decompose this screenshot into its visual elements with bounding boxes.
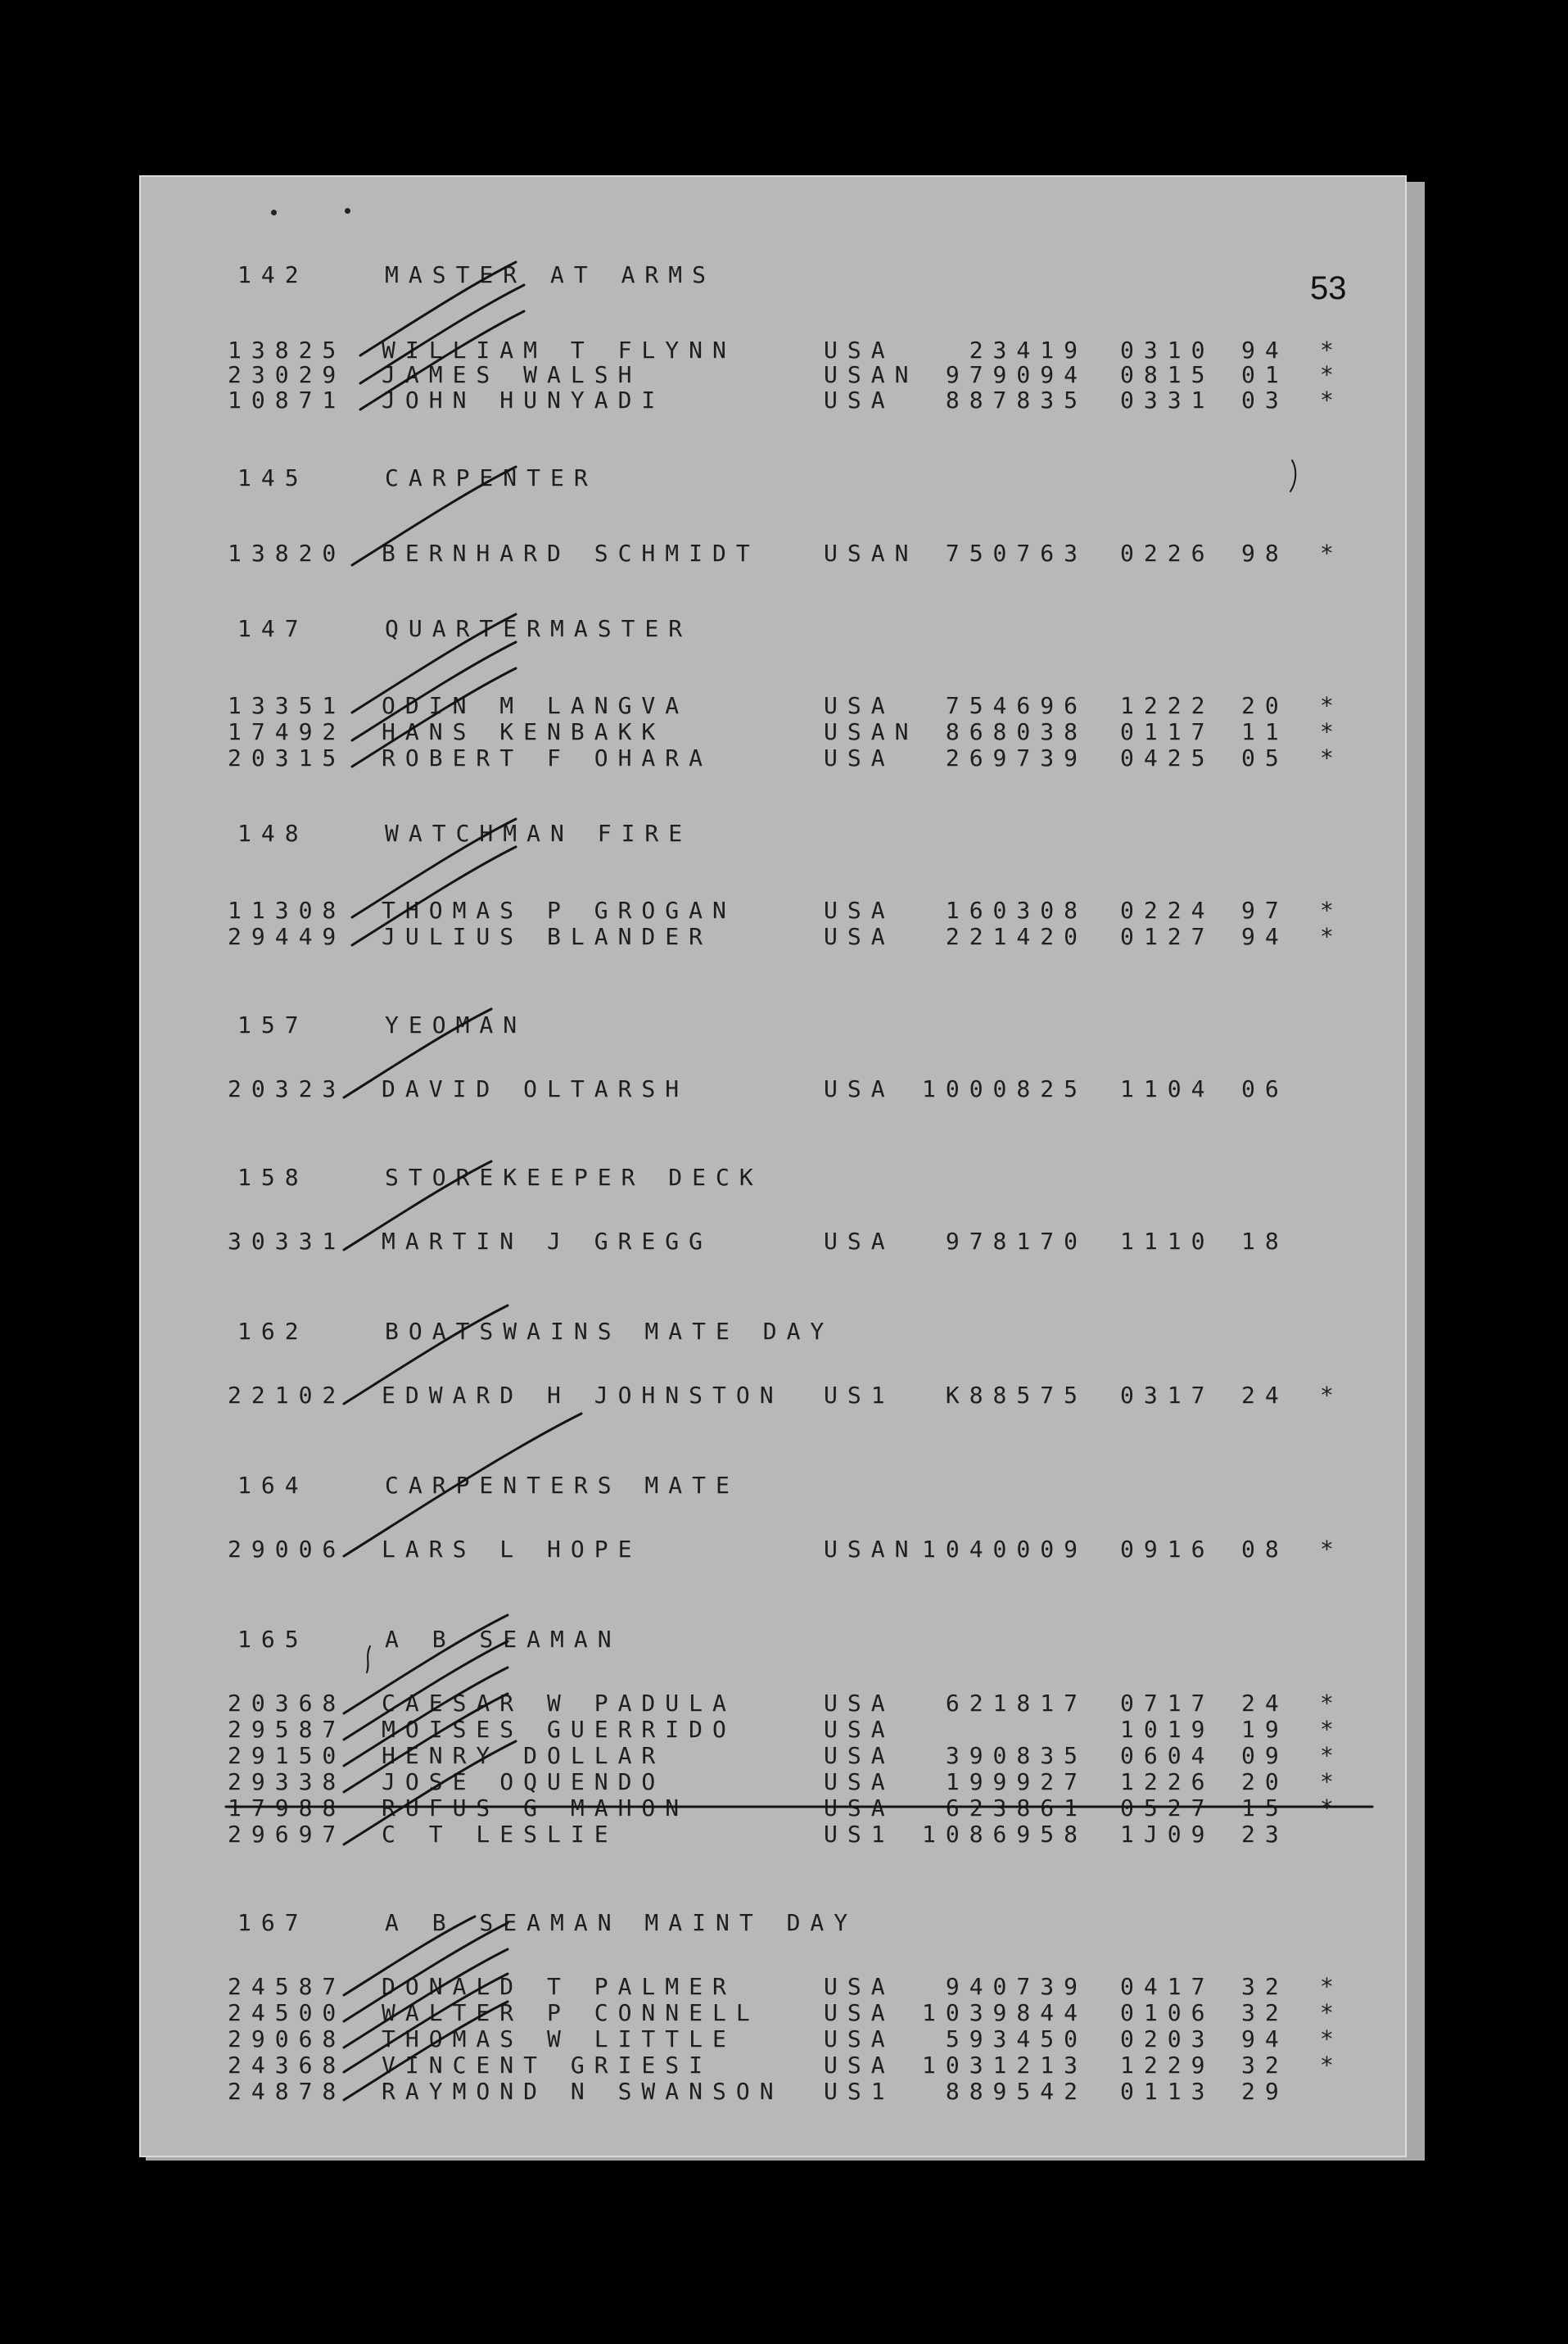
section-code: 158	[237, 1164, 309, 1191]
pen-stroke	[360, 311, 524, 410]
crew-name: EDWARD H JOHNSTON	[382, 1382, 784, 1409]
nationality: USAN	[824, 540, 919, 567]
section-title: MASTER AT ARMS	[385, 261, 716, 288]
date-code: 0417	[1120, 1973, 1215, 2000]
date-code: 1104	[1120, 1075, 1215, 1102]
nationality: USAN	[824, 718, 919, 745]
year-code: 18	[1241, 1228, 1289, 1255]
crew-id: 20323	[228, 1075, 346, 1102]
date-code: 0226	[1120, 540, 1215, 567]
crew-name: HENRY DOLLAR	[382, 1742, 666, 1769]
document-number: 887835	[945, 387, 1087, 414]
year-code: 01	[1241, 361, 1289, 388]
document-number: 1000825	[921, 1075, 1087, 1102]
crew-id: 13825	[228, 337, 346, 364]
crew-id: 10871	[228, 387, 346, 414]
pen-stroke	[352, 642, 516, 740]
document-number: 269739	[945, 744, 1087, 772]
date-code: 0604	[1120, 1742, 1215, 1769]
year-code: 24	[1241, 1690, 1289, 1717]
section-code: 164	[237, 1472, 309, 1499]
date-code: 0717	[1120, 1690, 1215, 1717]
section-title: CARPENTERS MATE	[385, 1472, 739, 1499]
crew-name: DAVID OLTARSH	[382, 1075, 689, 1102]
crew-id: 24587	[228, 1973, 346, 2000]
status-mark: *	[1320, 692, 1344, 719]
nationality: USA	[824, 923, 895, 950]
nationality: USAN	[824, 1536, 919, 1563]
year-code: 19	[1241, 1716, 1289, 1743]
nationality: USA	[824, 1228, 895, 1255]
crew-name: C T LESLIE	[382, 1821, 618, 1848]
status-mark: *	[1320, 1794, 1344, 1821]
nationality: USA	[824, 1716, 895, 1743]
date-code: 0106	[1120, 1999, 1215, 2026]
nationality: USA	[824, 337, 895, 364]
pen-stroke	[360, 285, 524, 383]
date-code: 0127	[1120, 923, 1215, 950]
section-code: 145	[237, 464, 309, 491]
crew-id: 11308	[228, 897, 346, 924]
document-number: K88575	[945, 1382, 1087, 1409]
pen-stroke	[352, 614, 516, 713]
section-title: STOREKEEPER DECK	[385, 1164, 763, 1191]
crew-id: 23029	[228, 361, 346, 388]
status-mark: *	[1320, 337, 1344, 364]
crew-name: BERNHARD SCHMIDT	[382, 540, 760, 567]
year-code: 94	[1241, 923, 1289, 950]
crew-name: ODIN M LANGVA	[382, 692, 689, 719]
nationality: USA	[824, 1794, 895, 1821]
nationality: US1	[824, 1382, 895, 1409]
crew-name: VINCENT GRIESI	[382, 2052, 713, 2079]
crew-id: 13820	[228, 540, 346, 567]
pen-stroke	[352, 819, 516, 917]
pen-stroke	[360, 262, 516, 355]
crew-name: MARTIN J GREGG	[382, 1228, 713, 1255]
section-code: 157	[237, 1011, 309, 1039]
section-title: CARPENTER	[385, 464, 598, 491]
section-code: 148	[237, 820, 309, 847]
nationality: US1	[824, 1821, 895, 1848]
section-title: WATCHMAN FIRE	[385, 820, 693, 847]
pen-stroke	[344, 1974, 508, 2072]
crew-name: DONALD T PALMER	[382, 1973, 736, 2000]
section-title: QUARTERMASTER	[385, 615, 693, 642]
year-code: 09	[1241, 1742, 1289, 1769]
pen-stroke	[344, 1414, 581, 1556]
crew-id: 29449	[228, 923, 346, 950]
crew-name: RUFUS G MAHON	[382, 1794, 689, 1821]
status-mark: *	[1320, 2025, 1344, 2052]
document-number: 621817	[945, 1690, 1087, 1717]
pen-stroke	[344, 1009, 491, 1097]
crew-name: WILLIAM T FLYNN	[382, 337, 736, 364]
crew-id: 29068	[228, 2025, 346, 2052]
status-mark: *	[1320, 1999, 1344, 2026]
year-code: 11	[1241, 718, 1289, 745]
status-mark: *	[1320, 744, 1344, 772]
date-code: 1229	[1120, 2052, 1215, 2079]
section-code: 142	[237, 261, 309, 288]
document-number: 978170	[945, 1228, 1087, 1255]
crew-name: WALTER P CONNELL	[382, 1999, 760, 2026]
date-code: 0916	[1120, 1536, 1215, 1563]
crew-id: 24878	[228, 2078, 346, 2105]
nationality: USA	[824, 1973, 895, 2000]
nationality: USA	[824, 897, 895, 924]
crew-id: 17988	[228, 1794, 346, 1821]
status-mark: *	[1320, 1768, 1344, 1795]
document-number: 23419	[969, 337, 1087, 364]
date-code: 0527	[1120, 1794, 1215, 1821]
crew-id: 17492	[228, 718, 346, 745]
section-title: YEOMAN	[385, 1011, 527, 1039]
date-code: 1110	[1120, 1228, 1215, 1255]
crew-id: 20315	[228, 744, 346, 772]
date-code: 0203	[1120, 2025, 1215, 2052]
nationality: USA	[824, 2052, 895, 2079]
nationality: USA	[824, 1768, 895, 1795]
document-number: 889542	[945, 2078, 1087, 2105]
crew-name: RAYMOND N SWANSON	[382, 2078, 784, 2105]
crew-name: MOISES GUERRIDO	[382, 1716, 736, 1743]
nationality: USA	[824, 387, 895, 414]
crew-name: THOMAS P GROGAN	[382, 897, 736, 924]
date-code: 0113	[1120, 2078, 1215, 2105]
crew-id: 24500	[228, 1999, 346, 2026]
year-code: 08	[1241, 1536, 1289, 1563]
status-mark: *	[1320, 540, 1344, 567]
crew-name: JULIUS BLANDER	[382, 923, 713, 950]
crew-name: JAMES WALSH	[382, 361, 642, 388]
year-code: 20	[1241, 692, 1289, 719]
nationality: USA	[824, 1742, 895, 1769]
date-code: 1222	[1120, 692, 1215, 719]
crew-id: 20368	[228, 1690, 346, 1717]
date-code: 1226	[1120, 1768, 1215, 1795]
year-code: 06	[1241, 1075, 1289, 1102]
crew-id: 29150	[228, 1742, 346, 1769]
section-title: A B SEAMAN MAINT DAY	[385, 1909, 858, 1936]
pen-stroke	[367, 1646, 370, 1672]
pen-stroke	[352, 467, 516, 565]
status-mark: *	[1320, 718, 1344, 745]
section-title: A B SEAMAN	[385, 1626, 621, 1653]
pen-stroke	[344, 1741, 516, 1844]
year-code: 23	[1241, 1821, 1289, 1848]
year-code: 32	[1241, 1973, 1289, 2000]
crew-id: 29006	[228, 1536, 346, 1563]
document-number: 1040009	[921, 1536, 1087, 1563]
document-number: 1086958	[921, 1821, 1087, 1848]
year-code: 20	[1241, 1768, 1289, 1795]
crew-name: THOMAS W LITTLE	[382, 2025, 736, 2052]
year-code: 24	[1241, 1382, 1289, 1409]
crew-name: CAESAR W PADULA	[382, 1690, 736, 1717]
section-code: 162	[237, 1318, 309, 1345]
status-mark: *	[1320, 1690, 1344, 1717]
pen-stroke	[344, 1694, 508, 1792]
pen-stroke	[344, 1161, 491, 1250]
document-number: 979094	[945, 361, 1087, 388]
document-number: 940739	[945, 1973, 1087, 2000]
nationality: USA	[824, 692, 895, 719]
status-mark: *	[1320, 387, 1344, 414]
status-mark: *	[1320, 2052, 1344, 2079]
date-code: 0310	[1120, 337, 1215, 364]
nationality: USA	[824, 1999, 895, 2026]
year-code: 94	[1241, 2025, 1289, 2052]
date-code: 0224	[1120, 897, 1215, 924]
crew-name: JOHN HUNYADI	[382, 387, 666, 414]
crew-name: JOSE OQUENDO	[382, 1768, 666, 1795]
crew-id: 29697	[228, 1821, 346, 1848]
document-number: 623861	[945, 1794, 1087, 1821]
pen-stroke	[352, 847, 516, 945]
year-code: 32	[1241, 2052, 1289, 2079]
document-number: 1039844	[921, 1999, 1087, 2026]
document-number: 1031213	[921, 2052, 1087, 2079]
crew-id: 22102	[228, 1382, 346, 1409]
year-code: 32	[1241, 1999, 1289, 2026]
section-code: 165	[237, 1626, 309, 1653]
pen-stroke	[344, 2002, 508, 2100]
crew-id: 29338	[228, 1768, 346, 1795]
year-code: 94	[1241, 337, 1289, 364]
year-code: 15	[1241, 1794, 1289, 1821]
crew-id: 24368	[228, 2052, 346, 2079]
year-code: 03	[1241, 387, 1289, 414]
section-code: 167	[237, 1909, 309, 1936]
status-mark: *	[1320, 1973, 1344, 2000]
nationality: USA	[824, 1690, 895, 1717]
pen-stroke	[344, 1923, 508, 2021]
document-number: 221420	[945, 923, 1087, 950]
nationality: USAN	[824, 361, 919, 388]
pen-stroke	[344, 1305, 508, 1404]
crew-name: ROBERT F OHARA	[382, 744, 713, 772]
nationality: USA	[824, 744, 895, 772]
pen-stroke	[1290, 460, 1295, 491]
section-code: 147	[237, 615, 309, 642]
document-number: 754696	[945, 692, 1087, 719]
crew-name: LARS L HOPE	[382, 1536, 642, 1563]
crew-name: HANS KENBAKK	[382, 718, 666, 745]
pen-stroke	[344, 1949, 508, 2048]
nationality: USA	[824, 1075, 895, 1102]
date-code: 1J09	[1120, 1821, 1215, 1848]
year-code: 29	[1241, 2078, 1289, 2105]
date-code: 0815	[1120, 361, 1215, 388]
year-code: 98	[1241, 540, 1289, 567]
document-number: 868038	[945, 718, 1087, 745]
date-code: 0331	[1120, 387, 1215, 414]
document-number: 390835	[945, 1742, 1087, 1769]
pen-stroke	[344, 1667, 508, 1766]
date-code: 0317	[1120, 1382, 1215, 1409]
section-title: BOATSWAINS MATE DAY	[385, 1318, 834, 1345]
document-number: 199927	[945, 1768, 1087, 1795]
nationality: USA	[824, 2025, 895, 2052]
status-mark: *	[1320, 1742, 1344, 1769]
crew-id: 13351	[228, 692, 346, 719]
status-mark: *	[1320, 361, 1344, 388]
year-code: 05	[1241, 744, 1289, 772]
document-number: 593450	[945, 2025, 1087, 2052]
status-mark: *	[1320, 923, 1344, 950]
status-mark: *	[1320, 1382, 1344, 1409]
crew-id: 30331	[228, 1228, 346, 1255]
document-number: 750763	[945, 540, 1087, 567]
status-mark: *	[1320, 1716, 1344, 1743]
crew-id: 29587	[228, 1716, 346, 1743]
status-mark: *	[1320, 1536, 1344, 1563]
document-number: 160308	[945, 897, 1087, 924]
nationality: US1	[824, 2078, 895, 2105]
year-code: 97	[1241, 897, 1289, 924]
pen-stroke	[344, 1916, 475, 1995]
date-code: 0117	[1120, 718, 1215, 745]
pen-stroke	[352, 668, 516, 767]
status-mark: *	[1320, 897, 1344, 924]
date-code: 1019	[1120, 1716, 1215, 1743]
date-code: 0425	[1120, 744, 1215, 772]
page-number: 53	[1310, 270, 1347, 306]
